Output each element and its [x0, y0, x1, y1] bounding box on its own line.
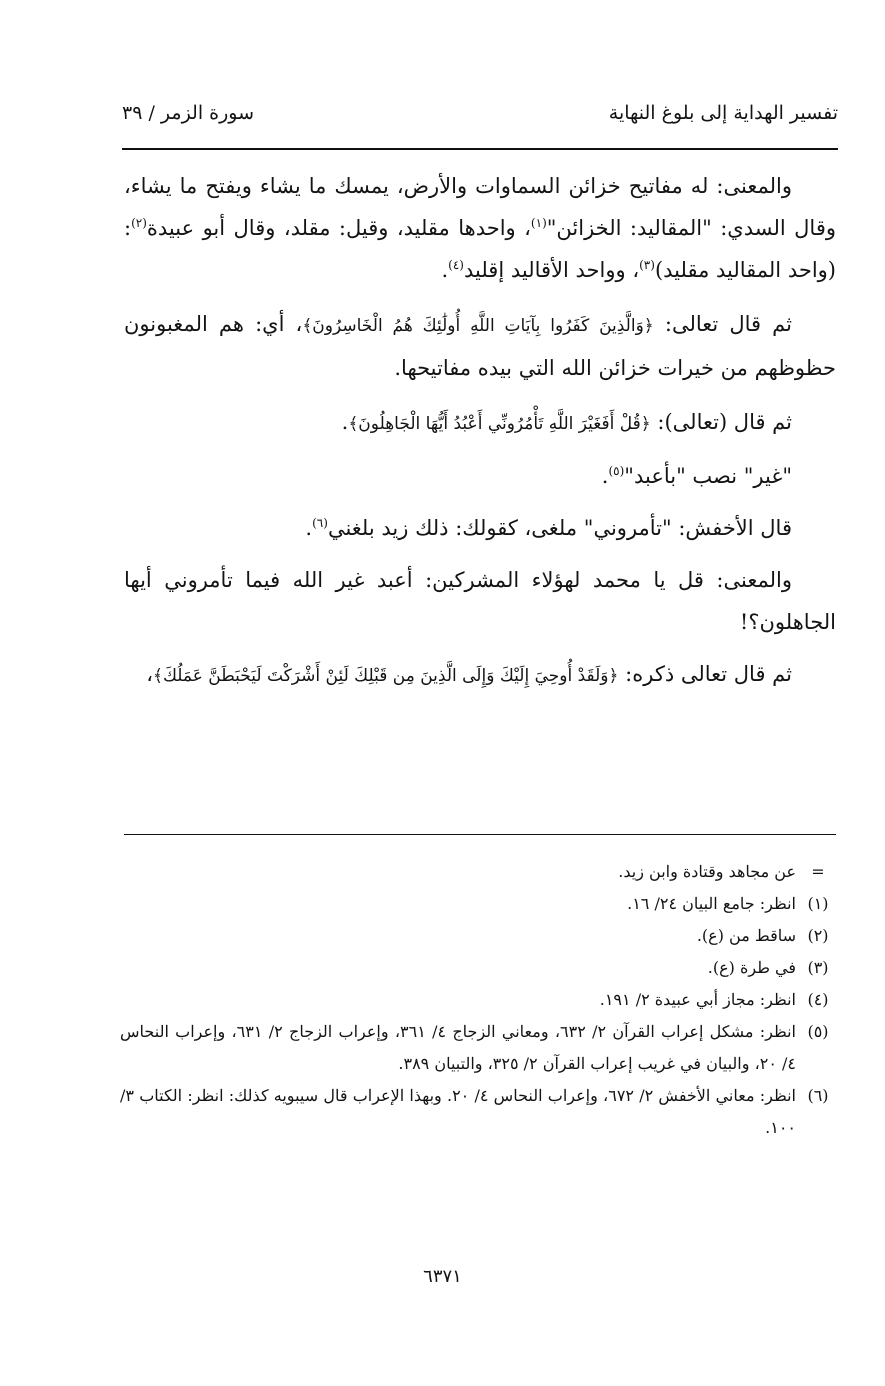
text: والمعنى: له مفاتيح خزائن السماوات والأرض، يمسك ما يشاء ويفتح ما يشاء، وقال السدي: "المقاليد: الخزائن" — [124, 174, 837, 240]
footnote-ref: (٢) — [131, 216, 147, 230]
text: ، واحدها مقليد، وقيل: مقلد، وقال أبو عبيدة — [146, 216, 531, 240]
quran-verse: ﴿قُلْ أَفَغَيْرَ اللَّهِ تَأْمُرُونِّي أَعْبُدُ أَيُّهَا الْجَاهِلُونَ﴾ — [348, 414, 651, 434]
footnote-number: (٥) — [807, 1022, 829, 1041]
paragraph-say — [124, 401, 836, 445]
page-number: ٦٣٧١ — [423, 1266, 462, 1287]
footnote-ref: (٥) — [608, 464, 625, 478]
footnote-number: (٦) — [807, 1086, 829, 1105]
footnote — [120, 888, 840, 920]
main-text — [124, 165, 836, 707]
footnote-ref: (٦) — [312, 516, 328, 530]
header-rule — [122, 148, 838, 150]
text: . — [441, 258, 449, 282]
footnote-number: (٣) — [807, 958, 829, 977]
text: ، وواحد الأقاليد إقليد — [463, 258, 640, 282]
text: ثم قال تعالى: — [653, 312, 792, 336]
footnotes — [120, 856, 840, 1144]
footnote-text: انظر: مجاز أبي عبيدة ٢/ ١٩١. — [599, 990, 796, 1009]
paragraph-meaning-ignorant — [124, 559, 836, 643]
footnote — [120, 1016, 840, 1080]
quran-verse: ﴿وَلَقَدْ أُوحِيَ إِلَيْكَ وَإِلَى الَّذِينَ مِن قَبْلِكَ لَئِنْ أَشْرَكْتَ لَيَحْبَطَنَّ عَمَلُكَ﴾ — [152, 666, 619, 686]
footnote — [120, 952, 840, 984]
footnote-text: انظر: مشكل إعراب القرآن ٢/ ٦٣٢، ومعاني الزجاج ٤/ ٣٦١، وإعراب الزجاج ٢/ ٦٣١، وإعراب النحاس ٤/ ٢٠، والبيان في غريب إعراب القرآن ٢/ ٣٢٥، والتبيان ٣٨٩. — [120, 1022, 796, 1073]
text: قال الأخفش: "تأمروني" ملغى، كقولك: ذلك زيد بلغني — [327, 516, 792, 540]
text: "غير" نصب "بأعبد" — [624, 464, 792, 488]
footnote-number: (٢) — [807, 926, 829, 945]
paragraph-akhfash — [124, 507, 836, 549]
text: ، — [146, 662, 153, 686]
footnote-text: ساقط من (ع). — [696, 926, 796, 945]
footnote-rule — [124, 834, 836, 835]
footnote-text: انظر: جامع البيان ٢٤/ ١٦. — [627, 894, 796, 913]
footnote-text: انظر: معاني الأخفش ٢/ ٦٧٢، وإعراب النحاس ٤/ ٢٠. وبهذا الإعراب قال سيبويه كذلك: انظر: الكتاب ٣/ ١٠٠. — [120, 1086, 796, 1137]
text: والمعنى: قل يا محمد لهؤلاء المشركين: أعبد غير الله فيما تأمروني أيها الجاهلون؟! — [124, 568, 836, 634]
running-header — [122, 96, 838, 130]
paragraph-losers — [124, 303, 836, 389]
text: ، أي: هم المغبونون حظوظهم من خيرات خزائن الله التي بيده مفاتيحها. — [124, 312, 836, 380]
text: . — [341, 410, 349, 434]
text: . — [601, 464, 609, 488]
book-title: تفسير الهداية إلى بلوغ النهاية — [608, 102, 838, 124]
text: . — [305, 516, 313, 540]
paragraph-meaning-keys — [124, 165, 836, 291]
footnote-text: عن مجاهد وقتادة وابن زيد. — [618, 862, 796, 881]
footnote — [120, 984, 840, 1016]
footnote — [120, 856, 840, 888]
footnote-ref: (٤) — [448, 258, 464, 272]
surah-info: سورة الزمر / ٣٩ — [122, 102, 255, 124]
paragraph-grammar — [124, 455, 836, 497]
quran-verse: ﴿وَالَّذِينَ كَفَرُوا بِآيَاتِ اللَّهِ أُولَٰئِكَ هُمُ الْخَاسِرُونَ﴾ — [302, 316, 654, 336]
footnote — [120, 1080, 840, 1144]
footnote-text: في طرة (ع). — [707, 958, 796, 977]
text: ثم قال (تعالى): — [650, 410, 792, 434]
text: ثم قال تعالى ذكره: — [618, 662, 792, 686]
footnote-ref: (٣) — [639, 258, 655, 272]
footnote-ref: (١) — [530, 216, 547, 230]
text: : (واحد المقاليد مقليد) — [124, 216, 836, 282]
footnote-number: = — [811, 862, 825, 881]
paragraph-revelation — [124, 653, 836, 697]
footnote-number: (٤) — [807, 990, 829, 1009]
footnote-number: (١) — [807, 894, 829, 913]
footnote — [120, 920, 840, 952]
